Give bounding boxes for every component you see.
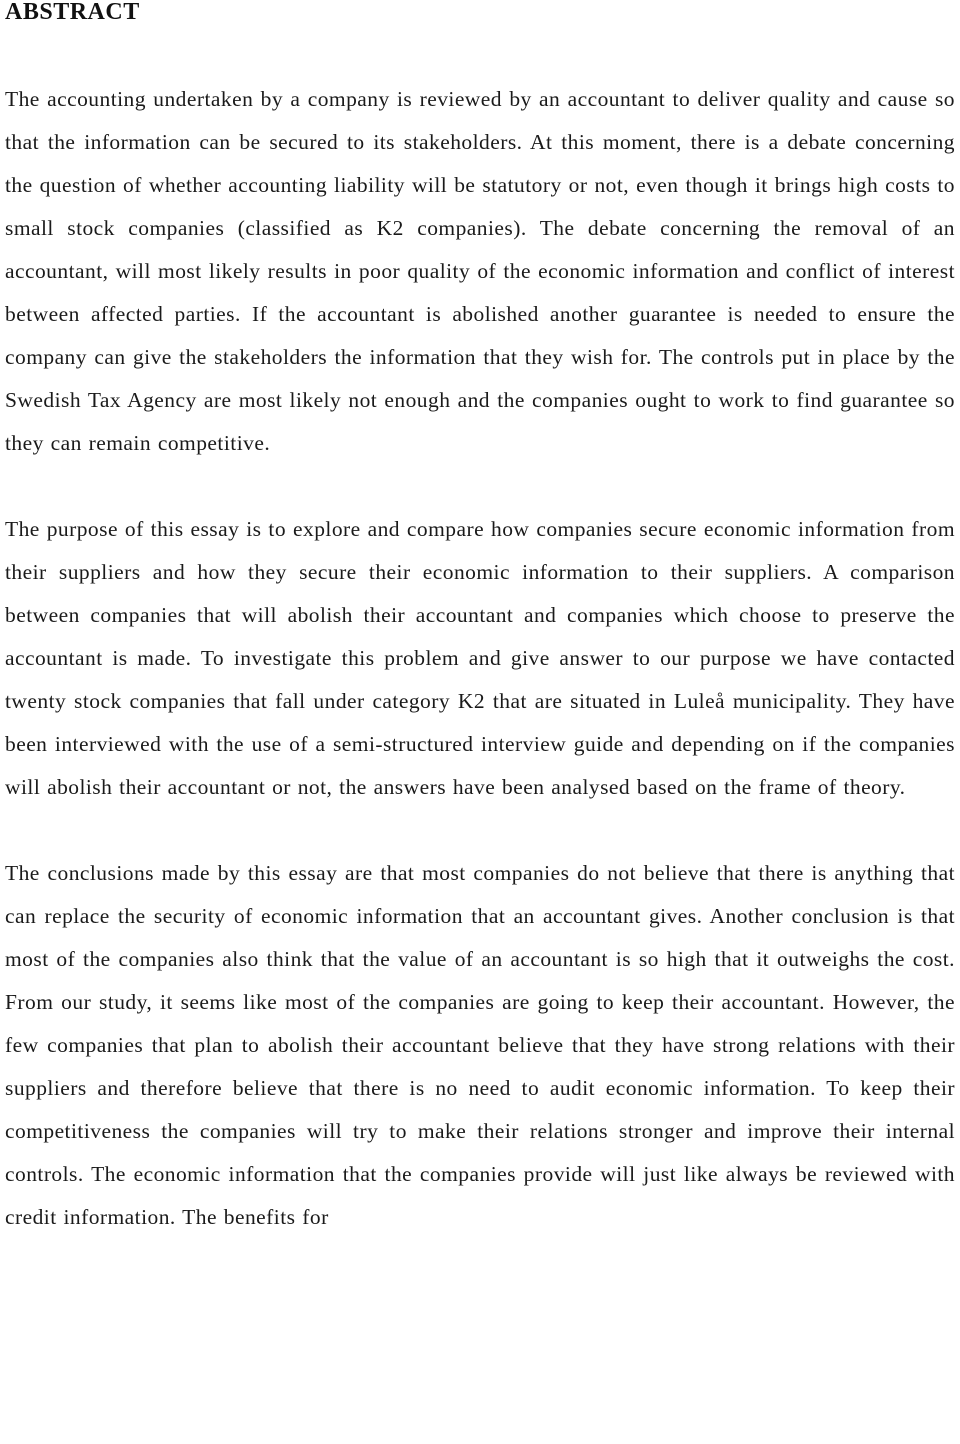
abstract-heading: ABSTRACT xyxy=(5,0,140,25)
abstract-paragraph-2: The purpose of this essay is to explore and compare how companies secure economic information from their suppliers and how they secure their economic information to their suppliers. A comparison between companies that will abolish their accountant and companies which choose to preserve the accountant is made. To investigate this problem and give answer to our purpose we have contacted twenty stock companies that fall under category K2 that are situated in Luleå municipality. They have been interviewed with the use of a semi-structured interview guide and depending on if the companies will abolish their accountant or not, the answers have been analysed based on the frame of theory. xyxy=(5,517,955,799)
abstract-paragraph-3: The conclusions made by this essay are that most companies do not believe that there is anything that can replace the security of economic information that an accountant gives. Another conclusion is that most of the companies also think that the value of an accountant is so high that it outweighs the cost. From our study, it seems like most of the companies are going to keep their accountant. However, the few companies that plan to abolish their accountant believe that they have strong relations with their suppliers and therefore believe that there is no need to audit economic information. To keep their competitiveness the companies will try to make their relations stronger and improve their internal controls. The economic information that the companies provide will just like always be reviewed with credit information. The benefits for xyxy=(5,861,955,1229)
abstract-body xyxy=(5,78,955,1239)
document-page xyxy=(5,0,955,1239)
abstract-paragraph-1: The accounting undertaken by a company is reviewed by an accountant to deliver quality and cause so that the information can be secured to its stakeholders. At this moment, there is a debate concerning the question of whether accounting liability will be statutory or not, even though it brings high costs to small stock companies (classified as K2 companies). The debate concerning the removal of an accountant, will most likely results in poor quality of the economic information and conflict of interest between affected parties. If the accountant is abolished another guarantee is needed to ensure the company can give the stakeholders the information that they wish for. The controls put in place by the Swedish Tax Agency are most likely not enough and the companies ought to work to find guarantee so they can remain competitive. xyxy=(5,87,955,455)
